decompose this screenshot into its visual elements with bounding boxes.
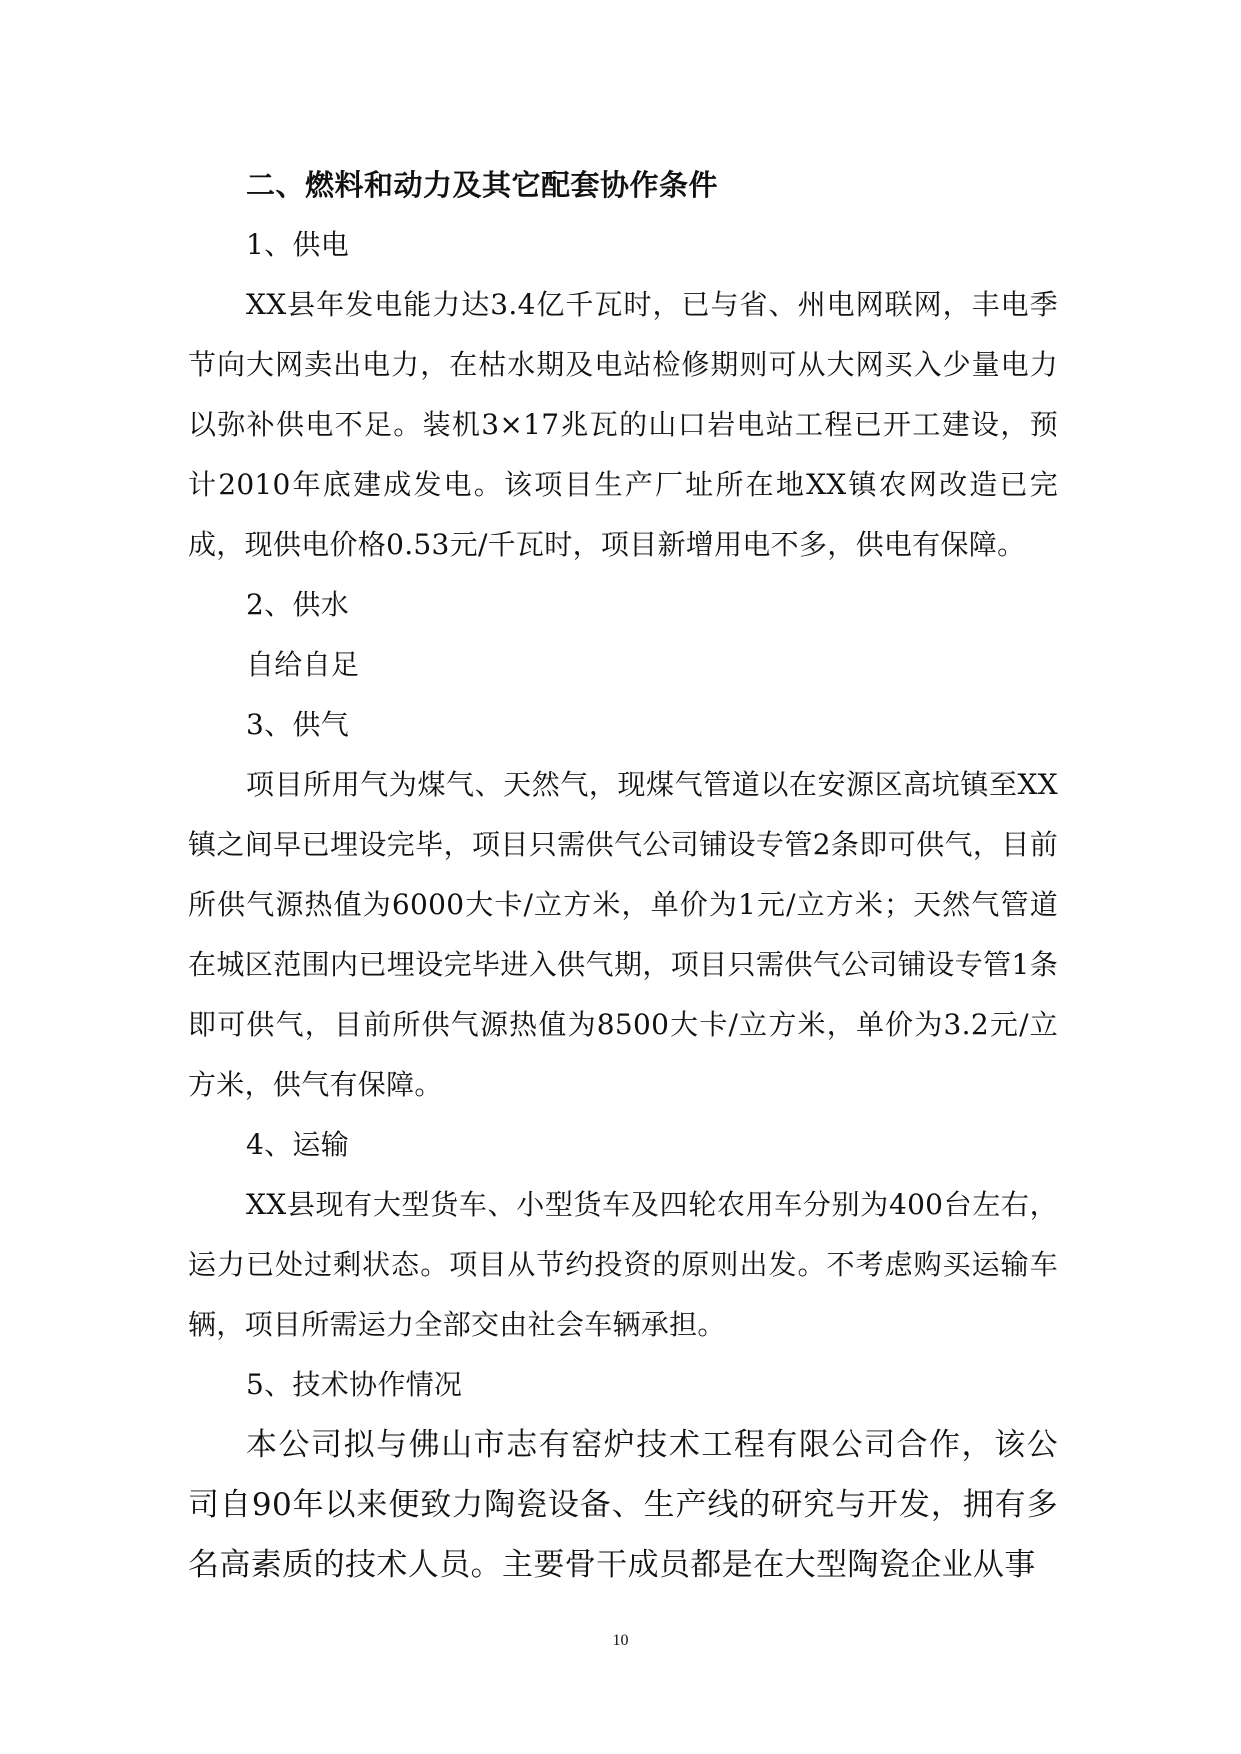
paragraph-transport: XX县现有大型货车、小型货车及四轮农用车分别为400台左右，运力已处过剩状态。项目从节约投资的原则出发。不考虑购买运输车辆，项目所需运力全部交由社会车辆承担。 — [188, 1188, 1058, 1341]
section-heading: 二、燃料和动力及其它配套协作条件 — [246, 168, 719, 202]
subsection-title-gas-supply: 3、供气 — [246, 708, 350, 741]
subsection-title-power-supply: 1、供电 — [246, 228, 350, 261]
subsection-title-technical-cooperation: 5、技术协作情况 — [246, 1368, 463, 1401]
subsection-title-water-supply: 2、供水 — [246, 588, 350, 621]
paragraph-gas-supply: 项目所用气为煤气、天然气，现煤气管道以在安源区高坑镇至XX镇之间早已埋设完毕，项目只需供气公司铺设专管2条即可供气，目前所供气源热值为6000大卡/立方米，单价为1元/立方米；天然气管道在城区范围内已埋设完毕进入供气期，项目只需供气公司铺设专管1条即可供气，目前所供气源热值为8500大卡/立方米，单价为3.2元/立方米，供气有保障。 — [188, 768, 1058, 1101]
paragraph-technical-cooperation: 本公司拟与佛山市志有窑炉技术工程有限公司合作，该公司自90年以来便致力陶瓷设备、生产线的研究与开发，拥有多名高素质的技术人员。主要骨干成员都是在大型陶瓷企业从事 — [188, 1427, 1058, 1583]
subsection-title-transport: 4、运输 — [246, 1128, 350, 1161]
document-body — [188, 155, 1058, 1595]
page-number: 10 — [612, 1632, 629, 1649]
paragraph-power-supply: XX县年发电能力达3.4亿千瓦时，已与省、州电网联网，丰电季节向大网卖出电力，在枯水期及电站检修期则可从大网买入少量电力以弥补供电不足。装机3×17兆瓦的山口岩电站工程已开工建设，预计2010年底建成发电。该项目生产厂址所在地XX镇农网改造已完成，现供电价格0.53元/千瓦时，项目新增用电不多，供电有保障。 — [188, 288, 1058, 561]
paragraph-water-supply: 自给自足 — [246, 648, 360, 681]
